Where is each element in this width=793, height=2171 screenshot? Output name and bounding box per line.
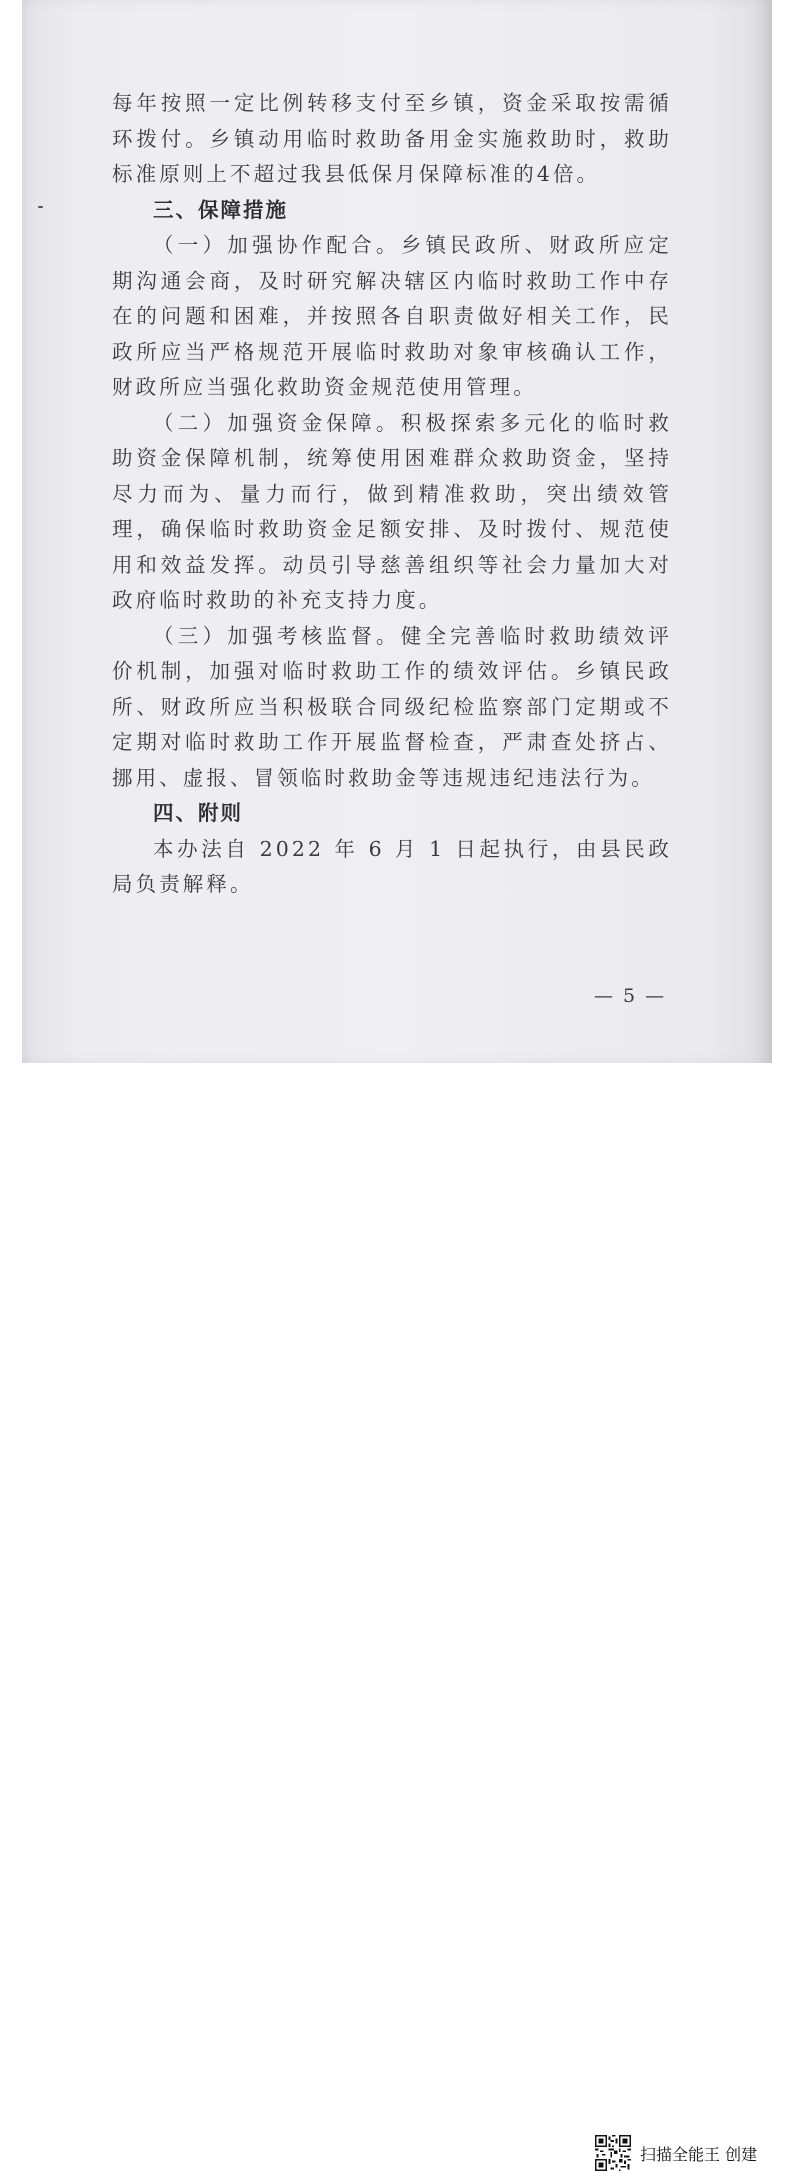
paragraph-supervision: （三）加强考核监督。健全完善临时救助绩效评价机制，加强对临时救助工作的绩效评估。乡镇民政所、财政所应当积极联合同级纪检监察部门定期或不定期对临时救助工作开展监督检查，严肃查处挤占、挪用、虚报、冒领临时救助金等违规违纪违法行为。 <box>112 623 672 790</box>
section-heading-supplementary: 四、附则 <box>153 801 243 825</box>
section-heading-safeguards: 三、保障措施 <box>153 197 288 222</box>
paragraph-fund-transfer: 每年按照一定比例转移支付至乡镇，资金采取按需循环拨付。乡镇动用临时救助备用金实施救助时，救助标准原则上不超过我县低保月保障标准的4倍。 <box>112 91 672 186</box>
paragraph-coordination: （一）加强协作配合。乡镇民政所、财政所应定期沟通会商，及时研究解决辖区内临时救助工作中存在的问题和困难，并按照各自职责做好相关工作，民政所应当严格规范开展临时救助对象审核确认工作，财政所应当强化救助资金规范使用管理。 <box>112 233 672 399</box>
paragraph-effective-date: 本办法自 2022 年 6 月 1 日起执行，由县民政局负责解释。 <box>112 836 672 896</box>
scan-speck <box>38 206 43 208</box>
scanner-watermark: 扫描全能王 创建 <box>640 2145 758 2164</box>
paragraph-funding: （二）加强资金保障。积极探索多元化的临时救助资金保障机制，统筹使用困难群众救助资金，坚持尽力而为、量力而行，做到精准救助，突出绩效管理，确保临时救助资金足额安排、及时拨付、规范使用和效益发挥。动员引导慈善组织等社会力量加大对政府临时救助的补充支持力度。 <box>112 410 672 612</box>
qr-code-icon <box>595 2135 631 2171</box>
document-body <box>112 86 672 903</box>
page-number: — 5 — <box>594 985 667 1007</box>
scanner-footer <box>0 1063 793 2164</box>
